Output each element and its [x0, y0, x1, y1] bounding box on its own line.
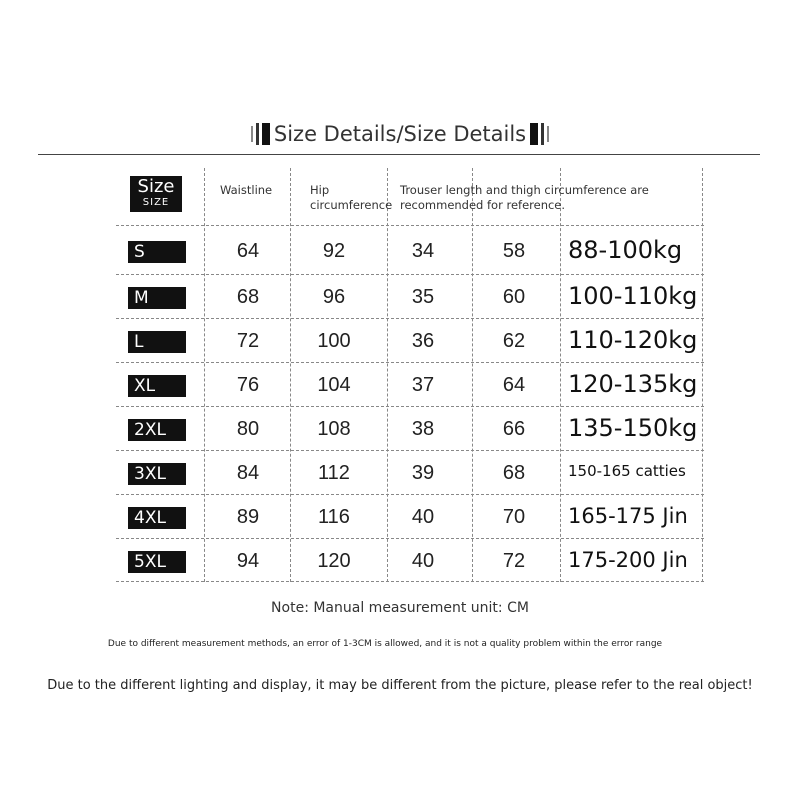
length-value: 39 — [411, 462, 435, 484]
size-label: 4XL — [128, 507, 186, 529]
table-row — [0, 364, 800, 408]
hip-header-line2: circumference — [310, 198, 393, 212]
table-row — [0, 540, 800, 584]
title-deco-left — [251, 123, 270, 145]
lighting-disclaimer: Due to the different lighting and display, it may be different from the picture, please refer to the real object! — [47, 678, 753, 693]
thigh-value: 66 — [502, 418, 526, 440]
trouser-header-line1: Trouser length and thigh circumference are — [400, 183, 649, 197]
grid-hline — [116, 225, 704, 226]
measurement-unit-note: Note: Manual measurement unit: CM — [271, 600, 529, 616]
waist-value: 72 — [236, 330, 260, 352]
size-label: S — [128, 241, 186, 263]
waist-value: 94 — [236, 550, 260, 572]
trouser-header — [400, 183, 649, 213]
thigh-value: 58 — [502, 240, 526, 262]
waist-value: 80 — [236, 418, 260, 440]
size-label: 3XL — [128, 463, 186, 485]
length-value: 36 — [411, 330, 435, 352]
waist-value: 89 — [236, 506, 260, 528]
size-label: 5XL — [128, 551, 186, 573]
page-title: Size Details/Size Details — [273, 122, 527, 146]
length-value: 40 — [411, 550, 435, 572]
size-header-label: Size — [137, 176, 175, 197]
title-deco-right — [530, 123, 549, 145]
thigh-value: 62 — [502, 330, 526, 352]
table-row — [0, 408, 800, 452]
size-header-sublabel: SIZE — [142, 197, 170, 208]
table-row — [0, 230, 800, 274]
thigh-value: 72 — [502, 550, 526, 572]
weight-range: 135-150kg — [568, 414, 698, 442]
length-value: 34 — [411, 240, 435, 262]
hip-value: 112 — [318, 462, 350, 484]
size-label: M — [128, 287, 186, 309]
length-value: 37 — [411, 374, 435, 396]
waistline-header: Waistline — [220, 183, 273, 197]
thigh-value: 68 — [502, 462, 526, 484]
waist-value: 64 — [236, 240, 260, 262]
weight-range: 120-135kg — [568, 370, 698, 398]
length-value: 38 — [411, 418, 435, 440]
waist-value: 76 — [236, 374, 260, 396]
title-row — [0, 116, 800, 152]
hip-header — [310, 183, 392, 213]
table-row — [0, 452, 800, 496]
table-row — [0, 276, 800, 320]
weight-range: 175-200 Jin — [568, 548, 688, 572]
hip-value: 120 — [317, 550, 351, 572]
thigh-value: 60 — [502, 286, 526, 308]
hip-value: 100 — [317, 330, 351, 352]
size-header-badge — [130, 176, 182, 212]
size-label: XL — [128, 375, 186, 397]
weight-range: 88-100kg — [568, 236, 683, 264]
size-label: L — [128, 331, 186, 353]
table-row — [0, 496, 800, 540]
length-value: 35 — [411, 286, 435, 308]
weight-range: 110-120kg — [568, 326, 698, 354]
weight-range: 165-175 Jin — [568, 504, 688, 528]
hip-value: 96 — [322, 286, 346, 308]
weight-range: 100-110kg — [568, 282, 698, 310]
table-row — [0, 320, 800, 364]
grid-hline — [116, 274, 704, 275]
length-value: 40 — [411, 506, 435, 528]
hip-value: 104 — [317, 374, 351, 396]
size-label: 2XL — [128, 419, 186, 441]
waist-value: 68 — [236, 286, 260, 308]
hip-header-line1: Hip — [310, 183, 330, 197]
error-range-note: Due to different measurement methods, an error of 1-3CM is allowed, and it is not a quality problem within the error range — [107, 639, 663, 649]
hip-value: 116 — [318, 506, 350, 528]
weight-range: 150-165 catties — [568, 462, 686, 480]
hip-value: 108 — [317, 418, 351, 440]
thigh-value: 70 — [502, 506, 526, 528]
trouser-header-line2: recommended for reference. — [400, 198, 566, 212]
hip-value: 92 — [322, 240, 346, 262]
waist-value: 84 — [236, 462, 260, 484]
title-divider — [38, 154, 760, 155]
thigh-value: 64 — [502, 374, 526, 396]
